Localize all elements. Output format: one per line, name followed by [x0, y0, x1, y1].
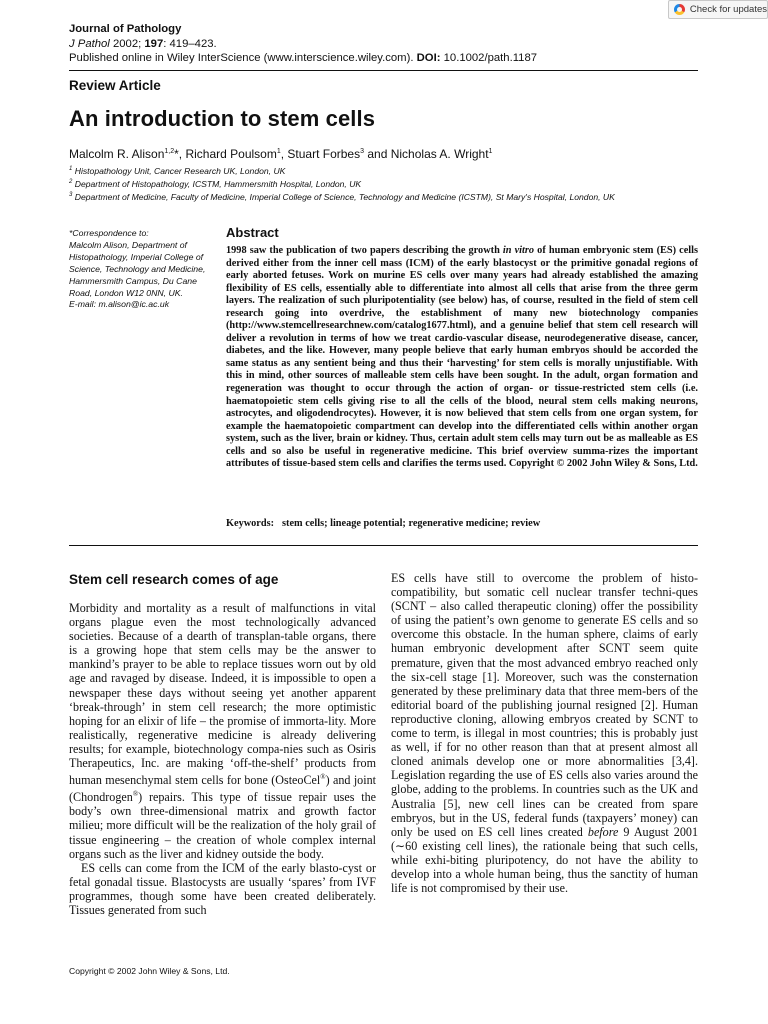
affiliation-num: 1: [69, 166, 73, 173]
body-text: ) repairs. This type of tissue repair uses the body’s own three-dimensional matrix and growth factor milieu; more difficult will be the realization of the holy grail of tissue engineering – the creation of whole complex internal organs such as the liver and kidney outside the body.: [69, 790, 376, 861]
check-for-updates-label: Check for updates: [689, 4, 767, 15]
author-name: Malcolm R. Alison: [69, 147, 165, 161]
header-rule: [69, 70, 698, 71]
affiliation: [69, 179, 361, 189]
body-paragraph: [69, 601, 376, 861]
registered-mark: ®: [320, 773, 326, 782]
correspondence-email[interactable]: E-mail: m.alison@ic.ac.uk: [69, 299, 170, 310]
published-text: Published online in Wiley InterScience (www.interscience.wiley.com).: [69, 52, 417, 64]
body-column-right: [391, 571, 698, 895]
author-separator: *,: [174, 147, 186, 161]
affiliation: [69, 192, 615, 202]
keywords-line: [226, 518, 540, 529]
correspondence-label: *Correspondence to:: [69, 228, 149, 238]
abstract-italic: in vitro: [502, 245, 535, 256]
keywords-list: stem cells; lineage potential; regenerative medicine; review: [282, 518, 541, 529]
body-text: ) and joint (Chondrogen: [69, 773, 376, 805]
affiliation-text: Department of Histopathology, ICSTM, Hammersmith Hospital, London, UK: [74, 179, 362, 189]
published-line: [69, 51, 537, 66]
author-sup: 1,2: [164, 148, 175, 155]
keywords-label: Keywords:: [226, 518, 275, 529]
body-text: ES cells have still to overcome the problem of histo-compatibility, but somatic cell nuclear transfer techni-ques (SCNT – also called therapeutic cloning) offer the possibility of using the patient’s own genome to generate ES cells and so overcome this obstacle. In the human sphere, claims of early human embryonic development after SCNT seem quite premature, given that the most advanced embryo reached only the six-cell stage [1]. Moreover, such was the consternation generated by these preliminary data that three mem-bers of the editorial board of the publishing journal resigned [2]. Human reproductive cloning, allowing embryos created by SCNT to come to term, is illegal in most countries; this is probably just as well, if for no other reason than that at present almost all cloned animals develop one or more abnormalities [3,4]. Legislation regarding the use of ES cells also varies around the globe, adding to the problems. In countries such as the UK and Australia [5], new cell lines can be created from spare embryos, but in the US, federal funds (taxpayers’ money) can only be used on ES cell lines created: [391, 571, 698, 839]
journal-name: Journal of Pathology: [69, 23, 182, 35]
author-name: Stuart Forbes: [287, 147, 361, 161]
author-sup: 3: [360, 148, 365, 155]
doi-label: DOI:: [416, 52, 441, 64]
doi-value[interactable]: 10.1002/path.1187: [440, 52, 538, 64]
affiliation: [69, 166, 285, 176]
body-paragraph: ES cells can come from the ICM of the early blasto-cyst or fetal gonadal tissue. Blastocysts are usually ‘spares’ from IVF programmes, though some have been created deliberately. Tissues generated from such: [69, 860, 376, 918]
abstract-heading: Abstract: [226, 225, 279, 240]
affiliation-text: Department of Medicine, Faculty of Medicine, Imperial College of Science, Technology and Medicine (ICSTM), St Mary's Hospital, London, UK: [74, 192, 615, 202]
crossmark-icon: [674, 4, 685, 15]
affiliation-text: Histopathology Unit, Cancer Research UK, London, UK: [74, 166, 286, 176]
check-for-updates-badge[interactable]: [668, 0, 768, 19]
approx-symbol: ∼: [395, 838, 406, 853]
abstract-text-part: 1998 saw the publication of two papers describing the growth: [226, 245, 503, 256]
citation-volume: 197: [144, 38, 164, 50]
body-column-left: [69, 601, 376, 917]
section-heading: Stem cell research comes of age: [69, 572, 279, 587]
body-text: 9 August 2001 (: [391, 824, 698, 853]
author-name: Richard Poulsom: [185, 147, 277, 161]
author-list: [69, 147, 492, 161]
author-name: Nicholas A. Wright: [390, 147, 489, 161]
correspondence-box: [69, 228, 206, 311]
article-category: Review Article: [69, 78, 161, 93]
body-italic: before: [587, 824, 619, 839]
footer-copyright: Copyright © 2002 John Wiley & Sons, Ltd.: [69, 966, 230, 976]
author-separator: ,: [280, 147, 288, 161]
body-text: 60 existing cell lines), the rationale being that such cells, while exhi-biting pluripotency, do not have the ability to develop into a whole human being, thus the sanctity of human life is not compromised by their use.: [391, 838, 698, 896]
abstract-rule: [69, 545, 698, 546]
affiliation-num: 3: [69, 192, 73, 199]
abstract-text: [226, 245, 698, 471]
author-separator: and: [364, 147, 391, 161]
correspondence-address: Malcolm Alison, Department of Histopathology, Imperial College of Science, Technology and Medicine, Hammersmith Campus, Du Cane Road, London W12 0NN, UK.: [69, 239, 206, 298]
author-sup: 1: [276, 148, 281, 155]
citation-line: [69, 37, 217, 52]
citation-pages: : 419–423.: [163, 38, 217, 50]
citation-journal-abbrev: J Pathol: [69, 38, 110, 50]
abstract-text-part: of human embryonic stem (ES) cells derived either from the inner cell mass (ICM) of the early blastocyst or the primitive gonadal regions of early aborted fetuses. Work on murine ES cells over many years had already established the amazing flexibility of ES cells, essentially able to differentiate into almost all cells that arise from the three germ layers. The realization of such pluripotentiality (see below) has, of course, resulted in the field of stem cell research going into overdrive, the establishment of many new biotechnology companies (http://www.stemcellresearchnew.com/catalog1677.html), and a genuine belief that stem cell research will deliver a revolution in terms of how we treat cardio-vascular disease, neurodegenerative disease, cancer, diabetes, and the like. However, many people believe that early human embryos should be accorded the same status as any sentient being and thus their ‘harvesting’ for stem cells is morally unjustifiable. With this in mind, other sources of malleable stem cells have been sought. In the adult, organ formation and regeneration was thought to occur through the action of organ- or tissue-restricted stem cells (i.e. haematopoietic stem cells giving rise to all the cells of the blood, neural stem cells making neurons, astrocytes, and oligodendrocytes). However, it is now believed that stem cells from one organ system, for example the haematopoietic compartment can develop into the differentiated cells within another organ system, such as the liver, brain or kidney. Thus, certain adult stem cells may turn out be as malleable as ES cells and so also be useful in regenerative medicine. This brief overview summa-rizes the important attributes of tissue-based stem cells and clarifies the terms used. Copyright © 2002 John Wiley & Sons, Ltd.: [226, 245, 699, 470]
citation-year: 2002;: [109, 38, 145, 50]
affiliation-num: 2: [69, 179, 73, 186]
article-title: An introduction to stem cells: [69, 106, 376, 131]
author-sup: 1: [488, 148, 493, 155]
body-paragraph: [391, 571, 698, 895]
registered-mark: ®: [132, 790, 139, 799]
body-text: Morbidity and mortality as a result of malfunctions in vital organs plague even the most technologically advanced societies. Because of a dearth of transplan-table organs, there is a growing hope that stem cells may be the answer to mankind’s prayer to be able to replace tissues worn out by old age and ravaged by disease. Indeed, it is impossible to open a newspaper these days without seeing yet another apparent ‘break-through’ in stem cell research; the more optimistic hoping for an elixir of life – the promise of immorta-lity. More realistically, regenerative medicine is already delivering results; for example, biotechnology compa-nies such as Osiris Therapeutics, Inc. are making ‘off-the-shelf’ products from human mesenchymal stem cells for bone (OsteoCel: [69, 601, 376, 788]
